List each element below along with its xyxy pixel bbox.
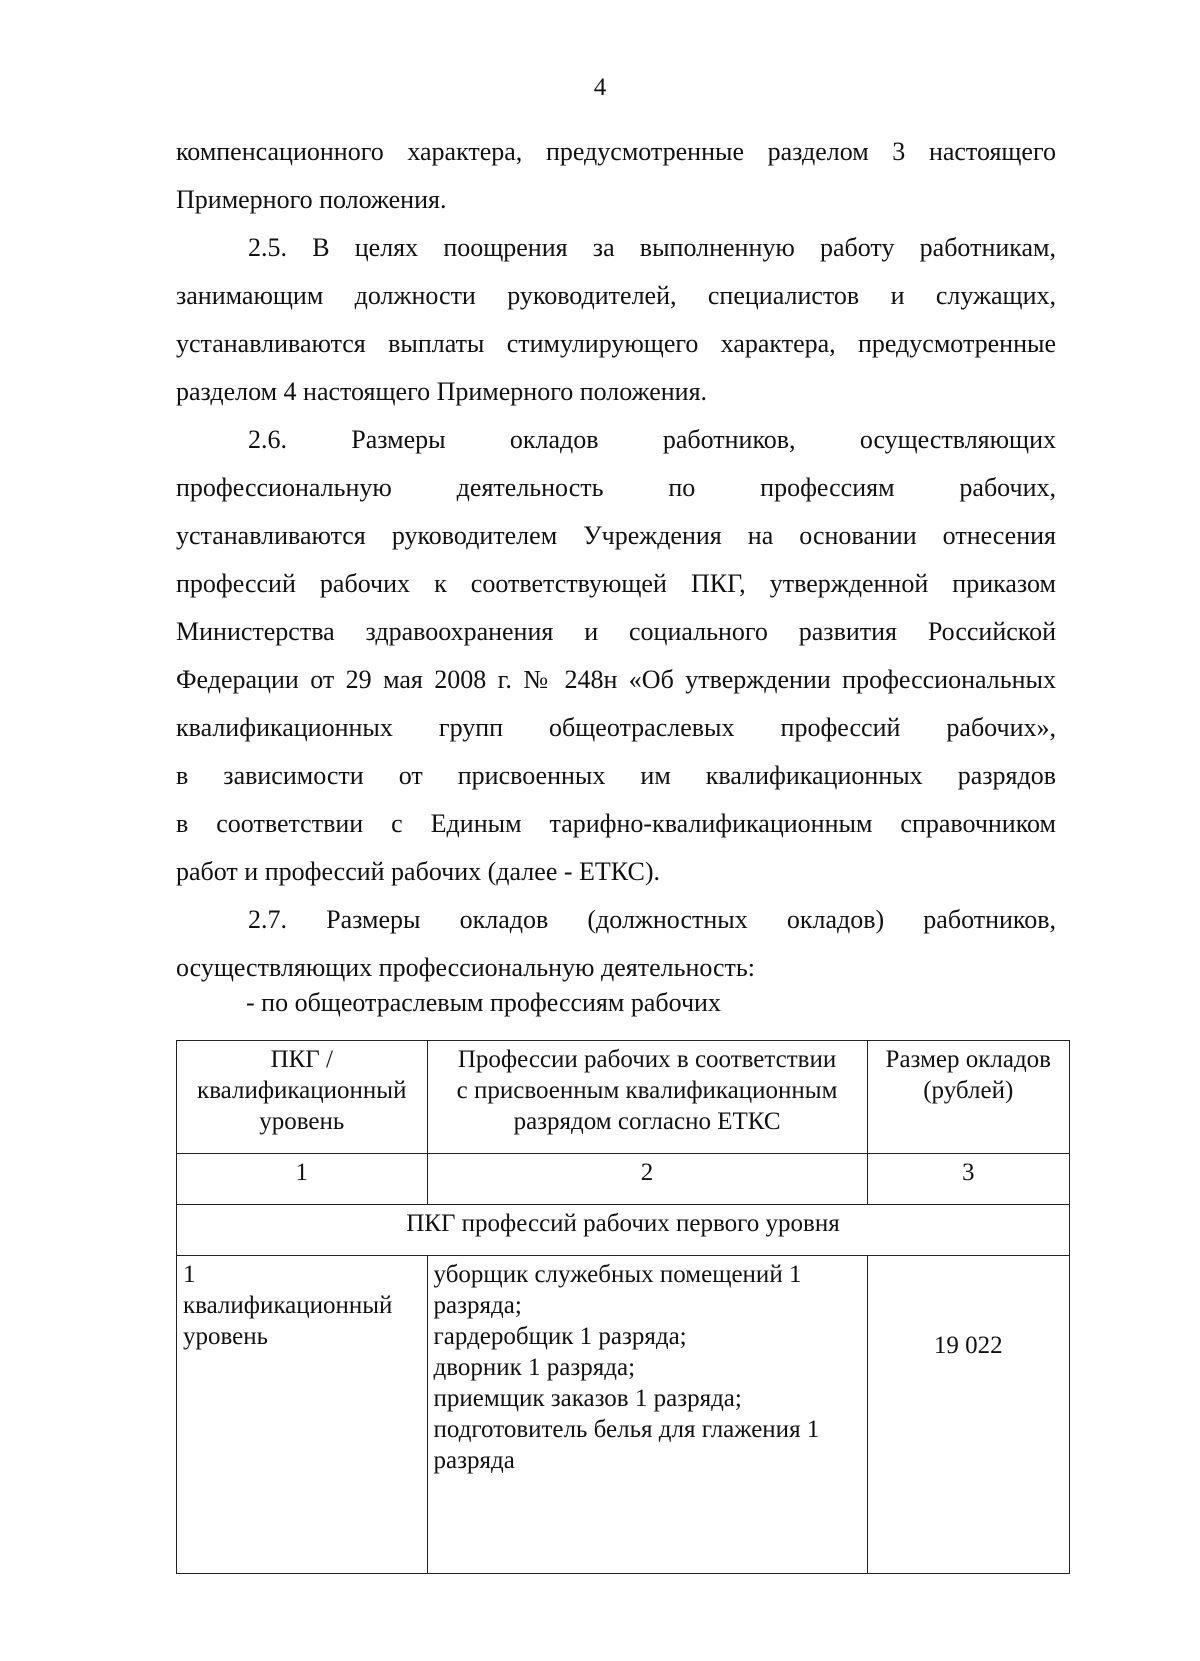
column-number-row <box>177 1154 1070 1205</box>
paragraph-continuation <box>176 128 1056 224</box>
text-line: разделом 4 настоящего Примерного положения. <box>176 377 708 406</box>
header-cell-pkg-level <box>177 1041 428 1154</box>
text-line: занимающим должности руководителей, специалистов и служащих, <box>176 281 1056 310</box>
header-text: уровень <box>259 1108 345 1135</box>
paragraph-2-6 <box>176 416 1056 896</box>
level-text: уровень <box>183 1323 269 1350</box>
header-cell-salary <box>867 1041 1069 1154</box>
text-line: профессиональную деятельность по профессиям рабочих, <box>176 473 1056 502</box>
paragraph-2-5 <box>176 224 1056 416</box>
text-line: компенсационного характера, предусмотренные разделом 3 настоящего <box>176 137 1056 166</box>
column-number: 1 <box>177 1154 428 1205</box>
text-line: 2.6. Размеры окладов работников, осуществляющих <box>248 425 1056 454</box>
table-row <box>177 1256 1070 1574</box>
professions-cell <box>427 1256 867 1574</box>
header-text: разрядом согласно ЕТКС <box>513 1108 781 1135</box>
group-title-row <box>177 1205 1070 1256</box>
text-line: Примерного положения. <box>176 185 447 214</box>
text-line: устанавливаются выплаты стимулирующего характера, предусмотренные <box>176 329 1056 358</box>
list-intro: - по общеотраслевым профессиям рабочих <box>246 988 721 1017</box>
document-body <box>176 128 1056 992</box>
text-line: устанавливаются руководителем Учреждения на основании отнесения <box>176 521 1056 550</box>
profession-line: подготовитель белья для глажения 1 <box>433 1416 820 1443</box>
profession-line: разряда <box>433 1447 515 1474</box>
profession-line: разряда; <box>433 1292 522 1319</box>
column-number: 3 <box>867 1154 1069 1205</box>
text-line: работ и профессий рабочих (далее - ЕТКС). <box>176 857 660 886</box>
text-line: 2.5. В целях поощрения за выполненную работу работникам, <box>248 233 1056 262</box>
text-line: 2.7. Размеры окладов (должностных окладов) работников, <box>248 905 1056 934</box>
level-cell <box>177 1256 428 1574</box>
page-number: 4 <box>593 74 607 101</box>
level-text: 1 <box>183 1261 196 1288</box>
profession-line: дворник 1 разряда; <box>433 1354 636 1381</box>
header-text: с присвоенным квалификационным <box>456 1077 838 1104</box>
paragraph-2-7 <box>176 896 1056 992</box>
profession-line: приемщик заказов 1 разряда; <box>433 1385 742 1412</box>
header-text: квалификационный <box>197 1077 407 1104</box>
profession-line: уборщик служебных помещений 1 <box>433 1261 802 1288</box>
salary-table <box>176 1040 1070 1574</box>
header-text: ПКГ / <box>270 1046 333 1073</box>
group-title: ПКГ профессий рабочих первого уровня <box>177 1205 1070 1256</box>
level-text: квалификационный <box>183 1292 393 1319</box>
text-line: Федерации от 29 мая 2008 г. № 248н «Об утверждении профессиональных <box>176 665 1056 694</box>
salary-cell: 19 022 <box>867 1256 1069 1574</box>
text-line: квалификационных групп общеотраслевых профессий рабочих», <box>176 713 1056 742</box>
text-line: Министерства здравоохранения и социального развития Российской <box>176 617 1056 646</box>
profession-line: гардеробщик 1 разряда; <box>433 1323 687 1350</box>
header-text: Профессии рабочих в соответствии <box>457 1046 837 1073</box>
column-number: 2 <box>427 1154 867 1205</box>
header-text: Размер окладов <box>885 1046 1051 1073</box>
text-line: в зависимости от присвоенных им квалификационных разрядов <box>176 761 1056 790</box>
text-line: в соответствии с Единым тарифно-квалификационным справочником <box>176 809 1056 838</box>
text-line: осуществляющих профессиональную деятельность: <box>176 953 755 982</box>
table-header-row <box>177 1041 1070 1154</box>
text-line: профессий рабочих к соответствующей ПКГ, утвержденной приказом <box>176 569 1056 598</box>
header-cell-professions <box>427 1041 867 1154</box>
header-text: (рублей) <box>923 1077 1014 1104</box>
